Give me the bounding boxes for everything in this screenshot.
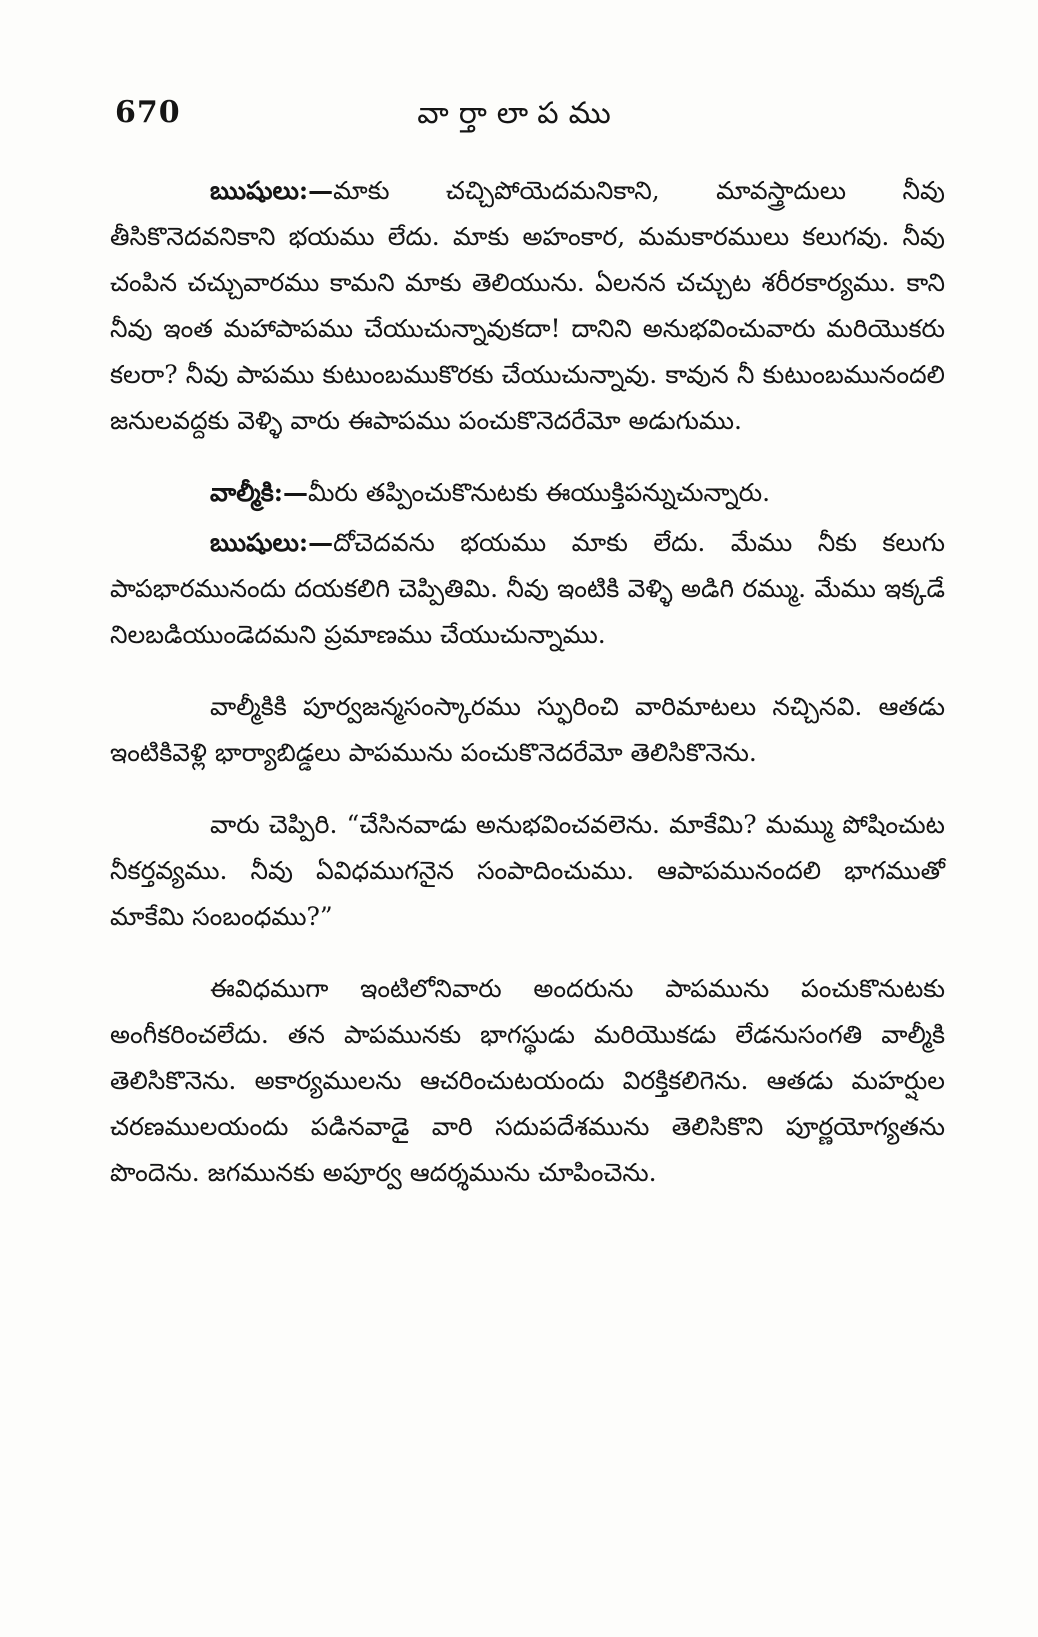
paragraph-rishis-reply [110,168,945,444]
body-text [110,168,945,1196]
paragraph-text: ఈవిధముగా ఇంటిలోనివారు అందరును పాపమును పంచుకొనుటకు అంగీకరించలేదు. తన పాపమునకు భాగస్థుడు మరియొకడు లేడనుసంగతి వాల్మీకి తెలిసికొనెను. అకార్యములను ఆచరించుటయందు విరక్తికలిగెను. ఆతడు మహర్షుల చరణములయందు పడినవాడై వారి సదుపదేశమును తెలిసికొని పూర్ణయోగ్యతను పొందెను. జగమునకు అపూర్వ ఆదర్శమును చూపించెను. [110,974,945,1187]
paragraph-conclusion [110,966,945,1196]
paragraph-text: దోచెదవను భయము మాకు లేదు. మేము నీకు కలుగు పాపభారమునందు దయకలిగి చెప్పితిమి. నీవు ఇంటికి వెళ్ళి అడిగి రమ్ము. మేము ఇక్కడే నిలబడియుండెదమని ప్రమాణము చేయుచున్నాము. [110,528,945,649]
speaker-label: వాల్మీకి:— [210,478,308,507]
paragraph-rishis-promise [110,520,945,658]
paragraph-text: మాకు చచ్చిపోయెదమనికాని, మావస్త్రాదులు నీవు తీసికొనెదవనికాని భయము లేదు. మాకు అహంకార, మమకారములు కలుగవు. నీవు చంపిన చచ్చువారము కామని మాకు తెలియును. ఏలనన చచ్చుట శరీరకార్యము. కాని నీవు ఇంత మహాపాపము చేయుచున్నావుకదా! దానిని అనుభవించువారు మరియొకరు కలరా? నీవు పాపము కుటుంబముకొరకు చేయుచున్నావు. కావున నీ కుటుంబమునందలి జనులవద్దకు వెళ్ళి వారు ఈపాపము పంచుకొనెదరేమో అడుగుము. [110,176,945,435]
paragraph-valmiki-asks [110,684,945,776]
paragraph-valmiki-reply [110,470,945,516]
speaker-label: ఋషులు:— [210,528,334,557]
paragraph-text: వాల్మీకికి పూర్వజన్మసంస్కారము స్ఫురించి వారిమాటలు నచ్చినవి. ఆతడు ఇంటికివెళ్లి భార్యాబిడ్డలు పాపమును పంచుకొనెదరేమో తెలిసికొనెను. [110,692,945,767]
speaker-label: ఋషులు:— [210,176,334,205]
page-number: 670 [115,95,181,130]
paragraph-family-answer [110,802,945,940]
running-title: వార్తాలాపము [417,96,621,131]
paragraph-text: మీరు తప్పించుకొనుటకు ఈయుక్తిపన్నుచున్నారు. [307,478,771,507]
paragraph-text: వారు చెప్పిరి. “చేసినవాడు అనుభవించవలెను. మాకేమి? మమ్ము పోషించుట నీకర్తవ్యము. నీవు ఏవిధముగనైన సంపాదించుము. ఆపాపమునందలి భాగముతో మాకేమి సంబంధము?” [110,810,945,931]
